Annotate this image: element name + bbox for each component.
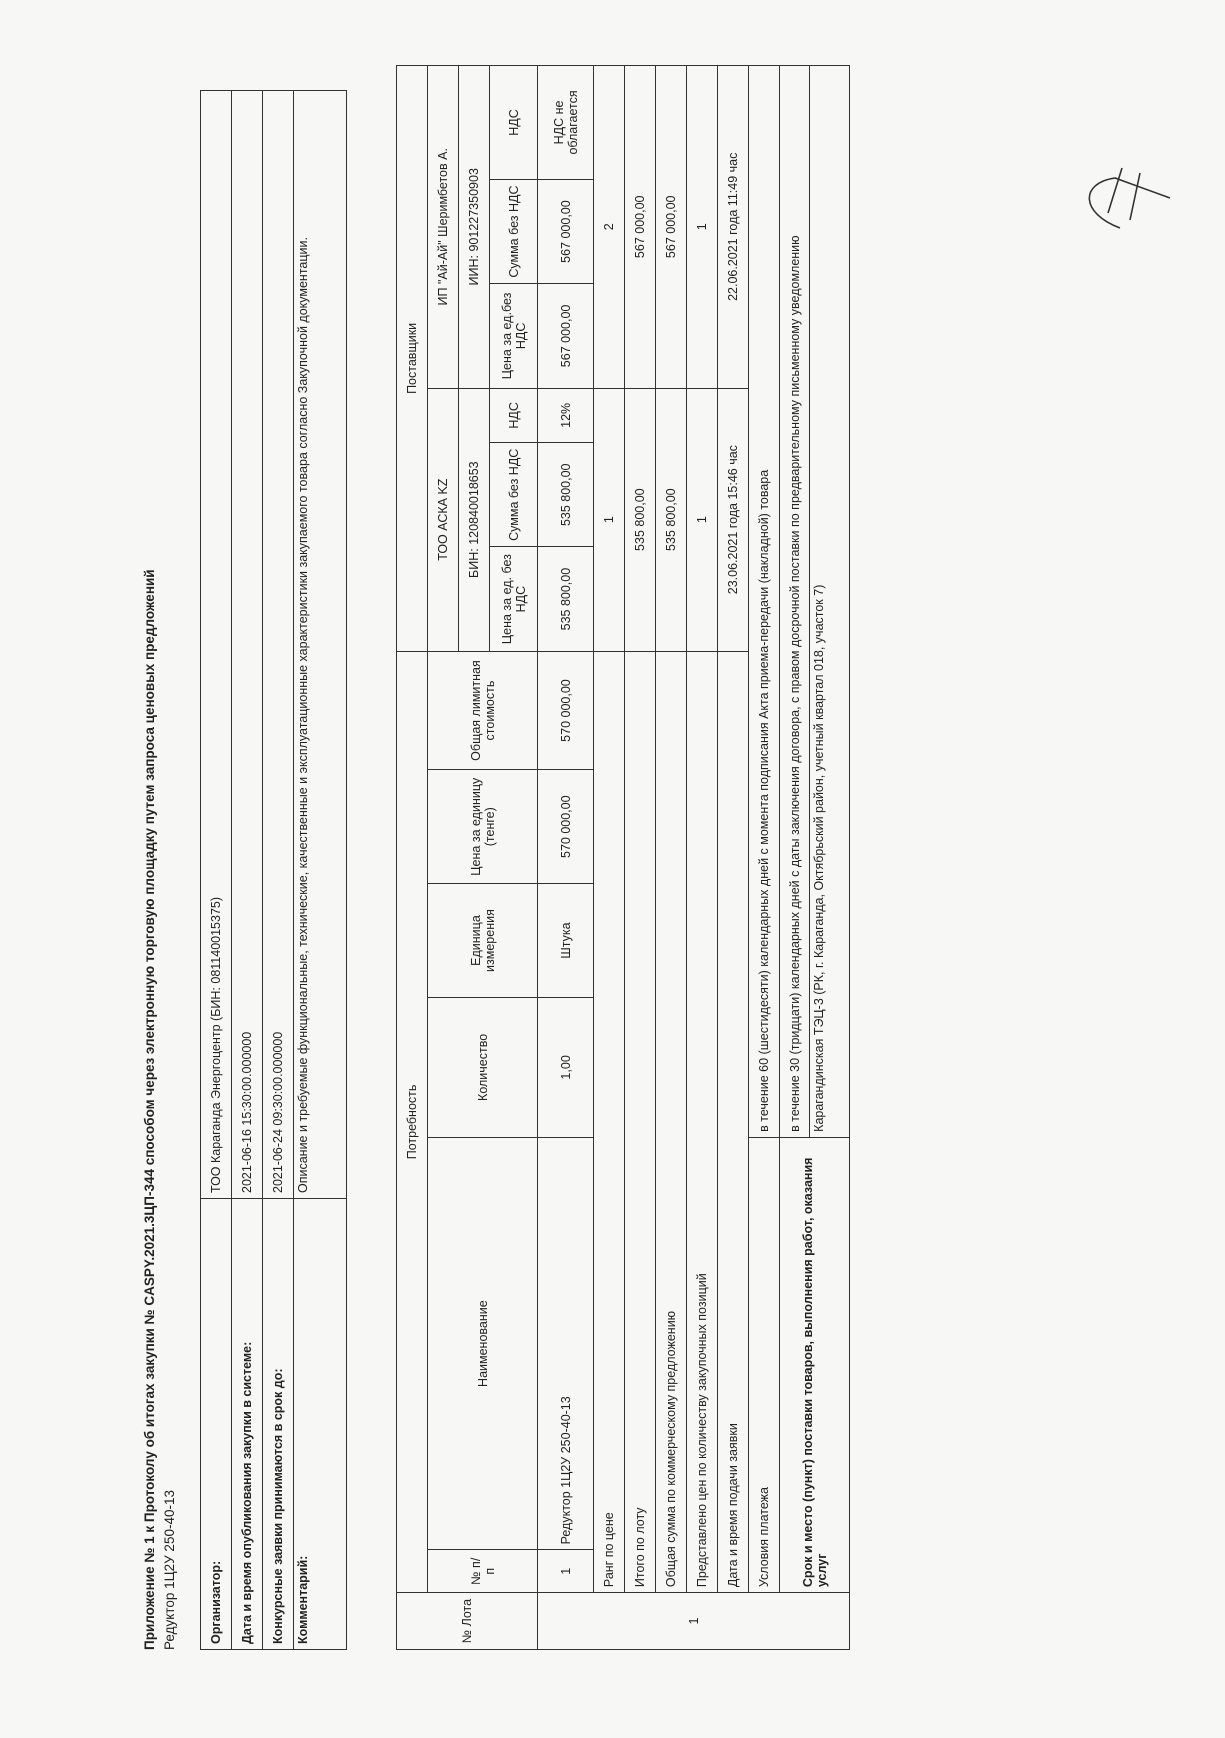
delivery-value-place: Карагандинская ТЭЦ-3 (РК, г. Караганда, Октябрьский район, учетный квартал 018, участок 7) — [810, 66, 850, 1138]
published-label: Дата и время опубликования закупки в системе: — [232, 1199, 263, 1650]
supplier1-sum-header: Сумма без НДС — [490, 443, 538, 547]
col-lot-header: № Лота — [397, 1593, 538, 1650]
organizer-value: ТОО Караганда Энергоцентр (БИН: 081140015375) — [201, 91, 232, 1199]
suppliers-header: Поставщики — [397, 66, 428, 652]
document-subtitle: Редуктор 1Ц2У 250-40-13 — [162, 1490, 177, 1650]
supplier2-vat-header: НДС — [490, 66, 538, 180]
row-positions-label: Представлено цен по количеству закупочных позиций — [687, 651, 718, 1592]
deadline-label: Конкурсные заявки принимаются в срок до: — [263, 1199, 294, 1650]
table-row — [625, 66, 656, 1650]
row-submitted-label: Дата и время подачи заявки — [718, 651, 749, 1592]
supplier1-rank: 1 — [594, 388, 625, 651]
supplier2-id: ИИН: 901227350903 — [459, 66, 490, 389]
header-row-groups — [397, 66, 428, 1650]
item-qty: 1,00 — [538, 997, 594, 1137]
supplier1-positions: 1 — [687, 388, 718, 651]
header-row-suppliers — [428, 66, 459, 1650]
col-total-header: Общая лимитная стоимость — [428, 651, 538, 770]
row-delivery-label: Срок и место (пункт) поставки товаров, выполнения работ, оказания услуг — [780, 1137, 850, 1592]
supplier1-sum: 535 800,00 — [538, 443, 594, 547]
row-total-offer-label: Общая сумма по коммерческому предложению — [656, 651, 687, 1592]
payment-value: в течение 60 (шестидесяти) календарных дней с момента подписания Акта приема-передачи (накладной) товара — [749, 66, 780, 1138]
supplier1-price: 535 800,00 — [538, 547, 594, 651]
lot-number: 1 — [538, 1593, 850, 1650]
row-total-lot-label: Итого по лоту — [625, 651, 656, 1592]
supplier2-vat: НДС не облагается — [538, 66, 594, 180]
col-num-header: № п/п — [428, 1550, 538, 1593]
supplier1-vat: 12% — [538, 388, 594, 443]
col-qty-header: Количество — [428, 997, 538, 1137]
deadline-value: 2021-06-24 09:30:00.000000 — [263, 91, 294, 1199]
organizer-label: Организатор: — [201, 1199, 232, 1650]
delivery-value-terms: в течение 30 (тридцати) календарных дней с даты заключения договора, с правом досрочной поставки по предварительному письменному уведомлению — [780, 66, 810, 1138]
procurement-info-table — [200, 90, 347, 1650]
table-row — [687, 66, 718, 1650]
info-row-published — [232, 91, 263, 1650]
row-rank-label: Ранг по цене — [594, 651, 625, 1592]
supplier1-name: ТОО АСКА KZ — [428, 388, 459, 651]
item-price: 570 000,00 — [538, 770, 594, 884]
info-row-organizer — [201, 91, 232, 1650]
table-row — [749, 66, 780, 1650]
supplier2-price: 567 000,00 — [538, 284, 594, 388]
supplier2-total-offer: 567 000,00 — [656, 66, 687, 389]
supplier1-total-offer: 535 800,00 — [656, 388, 687, 651]
supplier1-total-lot: 535 800,00 — [625, 388, 656, 651]
supplier2-sum-header: Сумма без НДС — [490, 179, 538, 283]
supplier2-price-header: Цена за ед.без НДС — [490, 284, 538, 388]
table-row — [780, 66, 810, 1650]
document-header — [140, 90, 180, 1650]
supplier1-id: БИН: 120840018653 — [459, 388, 490, 651]
supplier2-submitted: 22.06.2021 года 11:49 час — [718, 66, 749, 389]
comment-label: Комментарий: — [294, 1199, 347, 1650]
table-row — [594, 66, 625, 1650]
info-row-comment — [294, 91, 347, 1650]
need-header: Потребность — [397, 651, 428, 1592]
info-row-deadline — [263, 91, 294, 1650]
published-value: 2021-06-16 15:30:00.000000 — [232, 91, 263, 1199]
table-row — [538, 66, 594, 1650]
supplier1-vat-header: НДС — [490, 388, 538, 443]
row-payment-label: Условия платежа — [749, 1137, 780, 1592]
signature-mark-icon — [1060, 158, 1180, 238]
col-price-header: Цена за единицу (тенге) — [428, 770, 538, 884]
document-title: Приложение № 1 к Протоколу об итогах закупки № CASPY.2021.3ЦП-344 способом через электронную торговую площадку путем запроса ценовых предложений — [142, 569, 157, 1650]
supplier2-name: ИП "Ай-Ай" Шеримбетов А. — [428, 66, 459, 389]
supplier2-positions: 1 — [687, 66, 718, 389]
supplier1-submitted: 23.06.2021 года 15:46 час — [718, 388, 749, 651]
supplier1-price-header: Цена за ед. без НДС — [490, 547, 538, 651]
supplier2-rank: 2 — [594, 66, 625, 389]
table-row — [656, 66, 687, 1650]
item-unit: Штука — [538, 884, 594, 998]
col-unit-header: Единица измерения — [428, 884, 538, 998]
item-num: 1 — [538, 1550, 594, 1593]
table-row — [718, 66, 749, 1650]
supplier2-sum: 567 000,00 — [538, 179, 594, 283]
col-name-header: Наименование — [428, 1137, 538, 1550]
item-name: Редуктор 1Ц2У 250-40-13 — [538, 1137, 594, 1550]
results-table — [396, 65, 850, 1650]
comment-value: Описание и требуемые функциональные, технические, качественные и эксплуатационные характеристики закупаемого товара согласно Закупочной документации. — [294, 91, 347, 1199]
item-total: 570 000,00 — [538, 651, 594, 770]
supplier2-total-lot: 567 000,00 — [625, 66, 656, 389]
